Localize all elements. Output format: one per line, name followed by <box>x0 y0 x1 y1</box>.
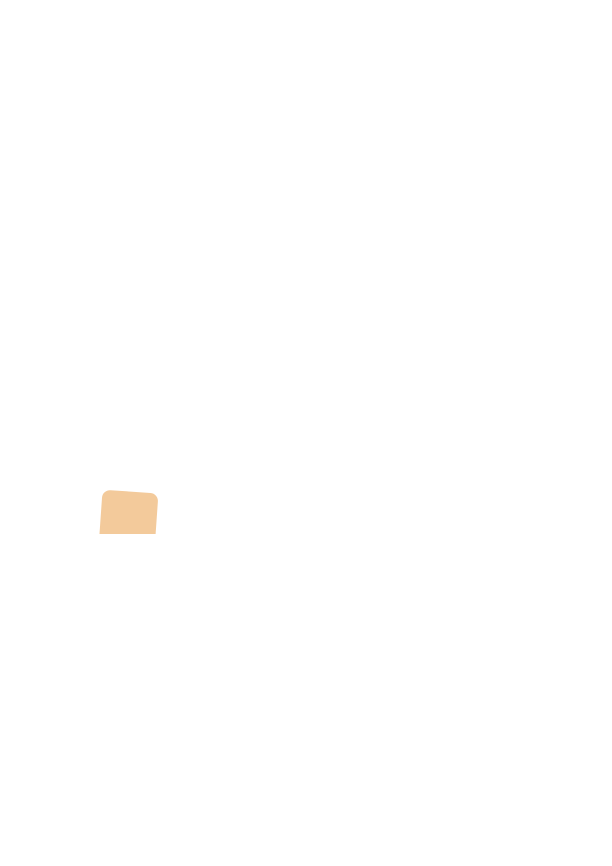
component-legend <box>389 33 599 39</box>
